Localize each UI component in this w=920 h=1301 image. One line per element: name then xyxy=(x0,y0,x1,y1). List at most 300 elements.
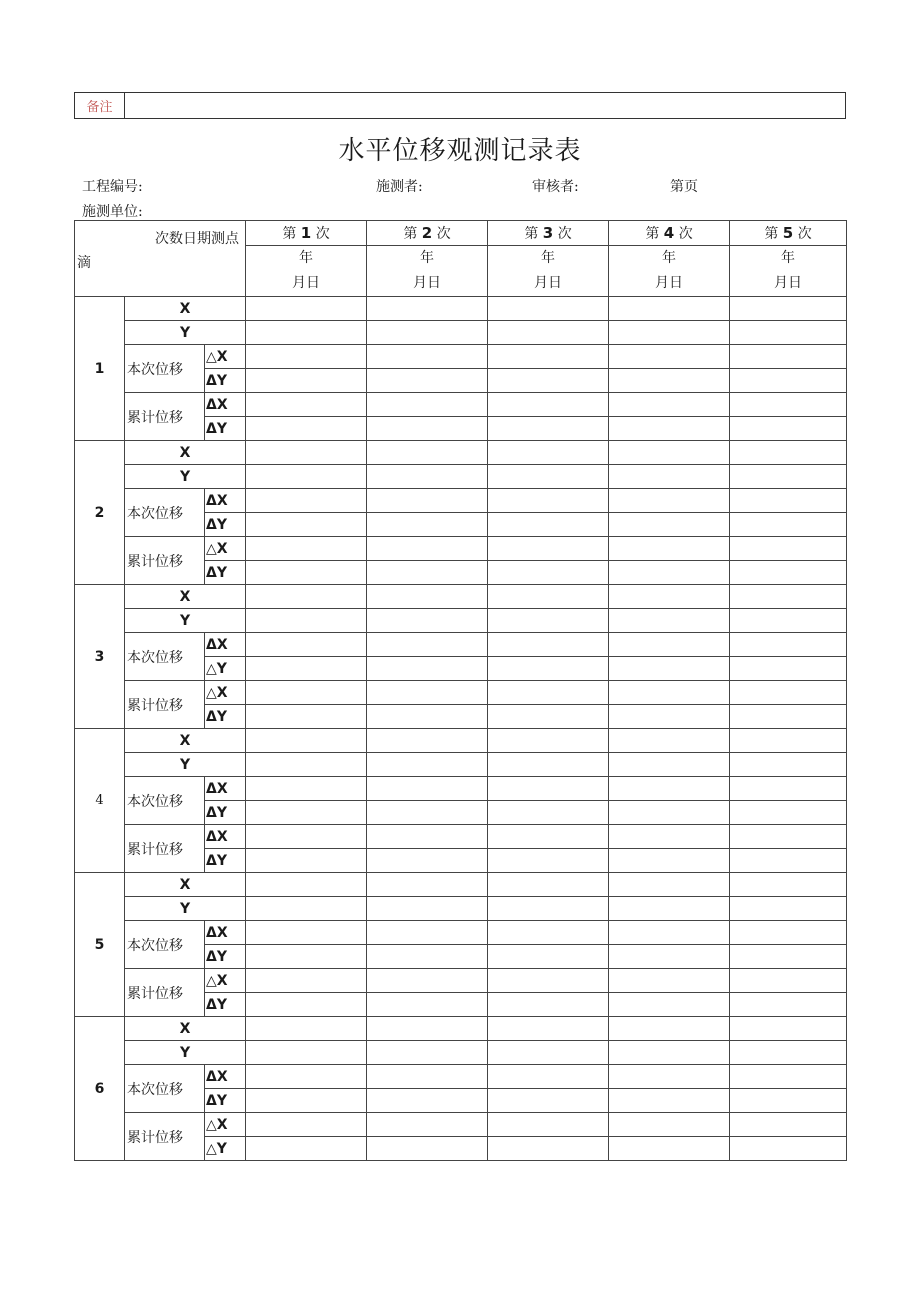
visit-date-3[interactable] xyxy=(488,246,609,297)
value-cell[interactable] xyxy=(730,993,847,1017)
value-cell[interactable] xyxy=(609,1041,730,1065)
value-cell[interactable] xyxy=(367,513,488,537)
record-table xyxy=(74,220,847,1161)
value-cell[interactable] xyxy=(730,729,847,753)
value-cell[interactable] xyxy=(730,1137,847,1161)
value-cell[interactable] xyxy=(246,537,367,561)
value-cell[interactable] xyxy=(609,369,730,393)
delta-label-text: ΔY xyxy=(206,420,227,437)
value-cell[interactable] xyxy=(246,441,367,465)
value-cell[interactable] xyxy=(730,945,847,969)
x-label-text: X xyxy=(179,1020,191,1037)
value-cell[interactable] xyxy=(246,465,367,489)
value-cell[interactable] xyxy=(246,321,367,345)
value-cell[interactable] xyxy=(730,1041,847,1065)
point-id xyxy=(75,297,125,441)
value-cell[interactable] xyxy=(246,1113,367,1137)
delta-label xyxy=(205,801,246,825)
value-cell[interactable] xyxy=(609,969,730,993)
value-cell[interactable] xyxy=(609,561,730,585)
delta-label xyxy=(205,393,246,417)
delta-label xyxy=(205,945,246,969)
cumulative-displacement-label-text: 累计位移 xyxy=(127,985,183,1002)
value-cell[interactable] xyxy=(246,585,367,609)
value-cell[interactable] xyxy=(488,321,609,345)
value-cell[interactable] xyxy=(246,417,367,441)
y-label-text: Y xyxy=(179,1044,191,1061)
value-cell[interactable] xyxy=(246,1089,367,1113)
value-cell[interactable] xyxy=(488,345,609,369)
value-cell[interactable] xyxy=(609,1065,730,1089)
point-1-x-row xyxy=(75,297,847,321)
value-cell[interactable] xyxy=(367,1041,488,1065)
value-cell[interactable] xyxy=(367,705,488,729)
value-cell[interactable] xyxy=(367,609,488,633)
value-cell[interactable] xyxy=(488,609,609,633)
value-cell[interactable] xyxy=(609,1113,730,1137)
value-cell[interactable] xyxy=(488,561,609,585)
cumulative-displacement-label xyxy=(125,681,205,729)
cumulative-displacement-label-text: 累计位移 xyxy=(127,553,183,570)
point-5-current-dx-row xyxy=(75,921,847,945)
value-cell[interactable] xyxy=(367,1089,488,1113)
y-label xyxy=(125,1041,246,1065)
value-cell[interactable] xyxy=(609,705,730,729)
delta-label xyxy=(205,921,246,945)
value-cell[interactable] xyxy=(730,465,847,489)
value-cell[interactable] xyxy=(730,753,847,777)
value-cell[interactable] xyxy=(367,993,488,1017)
value-cell[interactable] xyxy=(730,321,847,345)
y-label xyxy=(125,609,246,633)
visit-suffix: 次 xyxy=(678,226,693,242)
value-cell[interactable] xyxy=(488,633,609,657)
value-cell[interactable] xyxy=(730,801,847,825)
point-3-cumulative-dx-row xyxy=(75,681,847,705)
delta-label xyxy=(205,849,246,873)
value-cell[interactable] xyxy=(730,297,847,321)
point-id-text: 5 xyxy=(94,936,105,953)
value-cell[interactable] xyxy=(246,1017,367,1041)
value-cell[interactable] xyxy=(488,441,609,465)
value-cell[interactable] xyxy=(246,897,367,921)
visit-header-3 xyxy=(488,221,609,246)
x-label-text: X xyxy=(179,732,191,749)
value-cell[interactable] xyxy=(488,849,609,873)
value-cell[interactable] xyxy=(730,489,847,513)
value-cell[interactable] xyxy=(367,417,488,441)
value-cell[interactable] xyxy=(367,633,488,657)
value-cell[interactable] xyxy=(730,777,847,801)
value-cell[interactable] xyxy=(488,873,609,897)
point-6-current-dx-row xyxy=(75,1065,847,1089)
value-cell[interactable] xyxy=(730,705,847,729)
visit-date-2[interactable] xyxy=(367,246,488,297)
value-cell[interactable] xyxy=(730,921,847,945)
value-cell[interactable] xyxy=(488,753,609,777)
delta-label-text: △X xyxy=(206,540,228,557)
current-displacement-label-text: 本次位移 xyxy=(127,1081,183,1098)
current-displacement-label xyxy=(125,921,205,969)
remark-value[interactable] xyxy=(125,93,845,118)
value-cell[interactable] xyxy=(609,1137,730,1161)
value-cell[interactable] xyxy=(488,393,609,417)
header-row xyxy=(75,221,847,246)
value-cell[interactable] xyxy=(488,945,609,969)
value-cell[interactable] xyxy=(730,369,847,393)
visit-suffix: 次 xyxy=(557,226,572,242)
value-cell[interactable] xyxy=(488,489,609,513)
delta-label xyxy=(205,1137,246,1161)
value-cell[interactable] xyxy=(246,873,367,897)
y-label xyxy=(125,465,246,489)
current-displacement-label-text: 本次位移 xyxy=(127,937,183,954)
current-displacement-label-text: 本次位移 xyxy=(127,793,183,810)
current-displacement-label xyxy=(125,489,205,537)
value-cell[interactable] xyxy=(609,393,730,417)
delta-label-text: ΔY xyxy=(206,948,227,965)
value-cell[interactable] xyxy=(367,441,488,465)
value-cell[interactable] xyxy=(730,537,847,561)
visit-prefix: 第 xyxy=(645,226,660,242)
value-cell[interactable] xyxy=(367,561,488,585)
value-cell[interactable] xyxy=(609,489,730,513)
delta-label xyxy=(205,489,246,513)
point-id-text: 2 xyxy=(94,504,105,521)
value-cell[interactable] xyxy=(246,825,367,849)
point-id-text: 4 xyxy=(95,793,104,808)
visit-monthday: 月日 xyxy=(534,275,563,291)
x-label xyxy=(125,297,246,321)
value-cell[interactable] xyxy=(730,393,847,417)
value-cell[interactable] xyxy=(246,657,367,681)
cumulative-displacement-label-text: 累计位移 xyxy=(127,409,183,426)
value-cell[interactable] xyxy=(609,993,730,1017)
current-displacement-label xyxy=(125,633,205,681)
value-cell[interactable] xyxy=(730,681,847,705)
x-label-text: X xyxy=(179,444,191,461)
point-5-x-row xyxy=(75,873,847,897)
visit-number: 2 xyxy=(421,224,433,242)
value-cell[interactable] xyxy=(488,1113,609,1137)
value-cell[interactable] xyxy=(246,1065,367,1089)
delta-label-text: ΔY xyxy=(206,1092,227,1109)
value-cell[interactable] xyxy=(367,369,488,393)
value-cell[interactable] xyxy=(609,657,730,681)
delta-label xyxy=(205,537,246,561)
remark-label: 备注 xyxy=(75,93,125,118)
point-4-current-dx-row xyxy=(75,777,847,801)
delta-label xyxy=(205,969,246,993)
value-cell[interactable] xyxy=(609,633,730,657)
point-6-cumulative-dx-row xyxy=(75,1113,847,1137)
visit-year: 年 xyxy=(781,250,796,266)
value-cell[interactable] xyxy=(367,489,488,513)
point-6-y-row xyxy=(75,1041,847,1065)
value-cell[interactable] xyxy=(488,1041,609,1065)
header-corner-bottom: 滴 xyxy=(77,254,91,271)
value-cell[interactable] xyxy=(246,849,367,873)
delta-label-text: ΔY xyxy=(206,564,227,581)
value-cell[interactable] xyxy=(609,777,730,801)
value-cell[interactable] xyxy=(488,417,609,441)
value-cell[interactable] xyxy=(730,969,847,993)
visit-year: 年 xyxy=(420,250,435,266)
point-6-x-row xyxy=(75,1017,847,1041)
point-4-cumulative-dx-row xyxy=(75,825,847,849)
delta-label xyxy=(205,657,246,681)
header-corner-cell xyxy=(75,221,246,297)
point-id-text: 3 xyxy=(94,648,105,665)
point-id-text: 1 xyxy=(94,360,105,377)
value-cell[interactable] xyxy=(609,441,730,465)
value-cell[interactable] xyxy=(367,1017,488,1041)
delta-label xyxy=(205,369,246,393)
value-cell[interactable] xyxy=(246,633,367,657)
value-cell[interactable] xyxy=(246,1137,367,1161)
point-id xyxy=(75,729,125,873)
value-cell[interactable] xyxy=(609,729,730,753)
value-cell[interactable] xyxy=(367,945,488,969)
delta-label-text: △X xyxy=(206,1116,228,1133)
value-cell[interactable] xyxy=(609,801,730,825)
value-cell[interactable] xyxy=(488,1137,609,1161)
value-cell[interactable] xyxy=(609,537,730,561)
value-cell[interactable] xyxy=(488,369,609,393)
value-cell[interactable] xyxy=(367,537,488,561)
value-cell[interactable] xyxy=(488,681,609,705)
value-cell[interactable] xyxy=(609,585,730,609)
value-cell[interactable] xyxy=(246,297,367,321)
value-cell[interactable] xyxy=(730,1089,847,1113)
value-cell[interactable] xyxy=(488,921,609,945)
value-cell[interactable] xyxy=(730,345,847,369)
point-2-cumulative-dx-row xyxy=(75,537,847,561)
value-cell[interactable] xyxy=(609,945,730,969)
visit-date-5[interactable] xyxy=(730,246,847,297)
value-cell[interactable] xyxy=(609,873,730,897)
table-body xyxy=(75,221,847,1161)
value-cell[interactable] xyxy=(488,537,609,561)
value-cell[interactable] xyxy=(488,801,609,825)
value-cell[interactable] xyxy=(730,561,847,585)
value-cell[interactable] xyxy=(488,729,609,753)
value-cell[interactable] xyxy=(246,993,367,1017)
value-cell[interactable] xyxy=(609,897,730,921)
value-cell[interactable] xyxy=(488,705,609,729)
delta-label-text: ΔY xyxy=(206,996,227,1013)
value-cell[interactable] xyxy=(730,417,847,441)
delta-label xyxy=(205,1065,246,1089)
value-cell[interactable] xyxy=(609,1089,730,1113)
value-cell[interactable] xyxy=(246,945,367,969)
value-cell[interactable] xyxy=(246,1041,367,1065)
value-cell[interactable] xyxy=(367,873,488,897)
visit-suffix: 次 xyxy=(315,226,330,242)
value-cell[interactable] xyxy=(367,921,488,945)
value-cell[interactable] xyxy=(609,297,730,321)
y-label-text: Y xyxy=(179,900,191,917)
visit-header-1 xyxy=(246,221,367,246)
visit-suffix: 次 xyxy=(436,226,451,242)
value-cell[interactable] xyxy=(488,897,609,921)
y-label-text: Y xyxy=(179,468,191,485)
value-cell[interactable] xyxy=(367,393,488,417)
delta-label-text: ΔX xyxy=(206,828,228,845)
value-cell[interactable] xyxy=(246,345,367,369)
delta-label-text: ΔX xyxy=(206,636,228,653)
value-cell[interactable] xyxy=(367,801,488,825)
cumulative-displacement-label-text: 累计位移 xyxy=(127,841,183,858)
value-cell[interactable] xyxy=(246,705,367,729)
delta-label xyxy=(205,681,246,705)
y-label xyxy=(125,753,246,777)
delta-label-text: △X xyxy=(206,348,228,365)
value-cell[interactable] xyxy=(367,1065,488,1089)
value-cell[interactable] xyxy=(609,753,730,777)
value-cell[interactable] xyxy=(488,1017,609,1041)
value-cell[interactable] xyxy=(609,681,730,705)
value-cell[interactable] xyxy=(488,465,609,489)
value-cell[interactable] xyxy=(246,369,367,393)
current-displacement-label xyxy=(125,1065,205,1113)
value-cell[interactable] xyxy=(730,873,847,897)
visit-monthday: 月日 xyxy=(655,275,684,291)
visit-header-5 xyxy=(730,221,847,246)
value-cell[interactable] xyxy=(367,825,488,849)
value-cell[interactable] xyxy=(367,1113,488,1137)
value-cell[interactable] xyxy=(367,657,488,681)
value-cell[interactable] xyxy=(730,1113,847,1137)
value-cell[interactable] xyxy=(609,417,730,441)
value-cell[interactable] xyxy=(730,1065,847,1089)
value-cell[interactable] xyxy=(609,513,730,537)
value-cell[interactable] xyxy=(488,1065,609,1089)
value-cell[interactable] xyxy=(367,297,488,321)
visit-prefix: 第 xyxy=(764,226,779,242)
visit-header-4 xyxy=(609,221,730,246)
value-cell[interactable] xyxy=(488,993,609,1017)
point-id-text: 6 xyxy=(94,1080,105,1097)
value-cell[interactable] xyxy=(488,657,609,681)
value-cell[interactable] xyxy=(730,513,847,537)
value-cell[interactable] xyxy=(246,921,367,945)
value-cell[interactable] xyxy=(367,681,488,705)
value-cell[interactable] xyxy=(730,849,847,873)
remark-row xyxy=(74,92,846,119)
value-cell[interactable] xyxy=(367,849,488,873)
value-cell[interactable] xyxy=(488,825,609,849)
value-cell[interactable] xyxy=(367,753,488,777)
value-cell[interactable] xyxy=(367,1137,488,1161)
x-label xyxy=(125,585,246,609)
value-cell[interactable] xyxy=(488,585,609,609)
current-displacement-label xyxy=(125,345,205,393)
visit-prefix: 第 xyxy=(403,226,418,242)
x-label xyxy=(125,729,246,753)
x-label-text: X xyxy=(179,588,191,605)
delta-label-text: △X xyxy=(206,684,228,701)
value-cell[interactable] xyxy=(609,465,730,489)
value-cell[interactable] xyxy=(730,441,847,465)
value-cell[interactable] xyxy=(609,1017,730,1041)
delta-label xyxy=(205,633,246,657)
observer-label: 施测者: xyxy=(376,179,423,195)
current-displacement-label xyxy=(125,777,205,825)
point-5-cumulative-dx-row xyxy=(75,969,847,993)
value-cell[interactable] xyxy=(246,609,367,633)
point-4-x-row xyxy=(75,729,847,753)
point-3-current-dx-row xyxy=(75,633,847,657)
value-cell[interactable] xyxy=(609,921,730,945)
visit-year: 年 xyxy=(662,250,677,266)
value-cell[interactable] xyxy=(488,1089,609,1113)
value-cell[interactable] xyxy=(609,849,730,873)
visit-suffix: 次 xyxy=(797,226,812,242)
delta-label-text: ΔX xyxy=(206,924,228,941)
value-cell[interactable] xyxy=(367,345,488,369)
value-cell[interactable] xyxy=(246,561,367,585)
delta-label-text: ΔY xyxy=(206,804,227,821)
value-cell[interactable] xyxy=(730,1017,847,1041)
value-cell[interactable] xyxy=(730,633,847,657)
value-cell[interactable] xyxy=(246,801,367,825)
value-cell[interactable] xyxy=(367,897,488,921)
delta-label xyxy=(205,993,246,1017)
value-cell[interactable] xyxy=(609,825,730,849)
value-cell[interactable] xyxy=(246,729,367,753)
value-cell[interactable] xyxy=(367,321,488,345)
value-cell[interactable] xyxy=(488,297,609,321)
point-id xyxy=(75,585,125,729)
value-cell[interactable] xyxy=(367,585,488,609)
value-cell[interactable] xyxy=(246,513,367,537)
value-cell[interactable] xyxy=(367,729,488,753)
value-cell[interactable] xyxy=(609,321,730,345)
value-cell[interactable] xyxy=(609,345,730,369)
value-cell[interactable] xyxy=(730,609,847,633)
value-cell[interactable] xyxy=(367,777,488,801)
value-cell[interactable] xyxy=(488,513,609,537)
value-cell[interactable] xyxy=(488,777,609,801)
current-displacement-label-text: 本次位移 xyxy=(127,649,183,666)
value-cell[interactable] xyxy=(488,969,609,993)
value-cell[interactable] xyxy=(367,969,488,993)
value-cell[interactable] xyxy=(730,897,847,921)
value-cell[interactable] xyxy=(730,825,847,849)
value-cell[interactable] xyxy=(246,681,367,705)
value-cell[interactable] xyxy=(367,465,488,489)
value-cell[interactable] xyxy=(730,585,847,609)
value-cell[interactable] xyxy=(246,777,367,801)
point-1-cumulative-dx-row xyxy=(75,393,847,417)
point-2-y-row xyxy=(75,465,847,489)
visit-date-4[interactable] xyxy=(609,246,730,297)
x-label-text: X xyxy=(179,876,191,893)
point-id xyxy=(75,441,125,585)
value-cell[interactable] xyxy=(246,969,367,993)
value-cell[interactable] xyxy=(246,393,367,417)
page-label: 第页 xyxy=(670,179,698,195)
delta-label-text: ΔX xyxy=(206,1068,228,1085)
delta-label xyxy=(205,345,246,369)
y-label-text: Y xyxy=(179,756,191,773)
value-cell[interactable] xyxy=(246,489,367,513)
value-cell[interactable] xyxy=(609,609,730,633)
value-cell[interactable] xyxy=(246,753,367,777)
value-cell[interactable] xyxy=(730,657,847,681)
visit-date-1[interactable] xyxy=(246,246,367,297)
